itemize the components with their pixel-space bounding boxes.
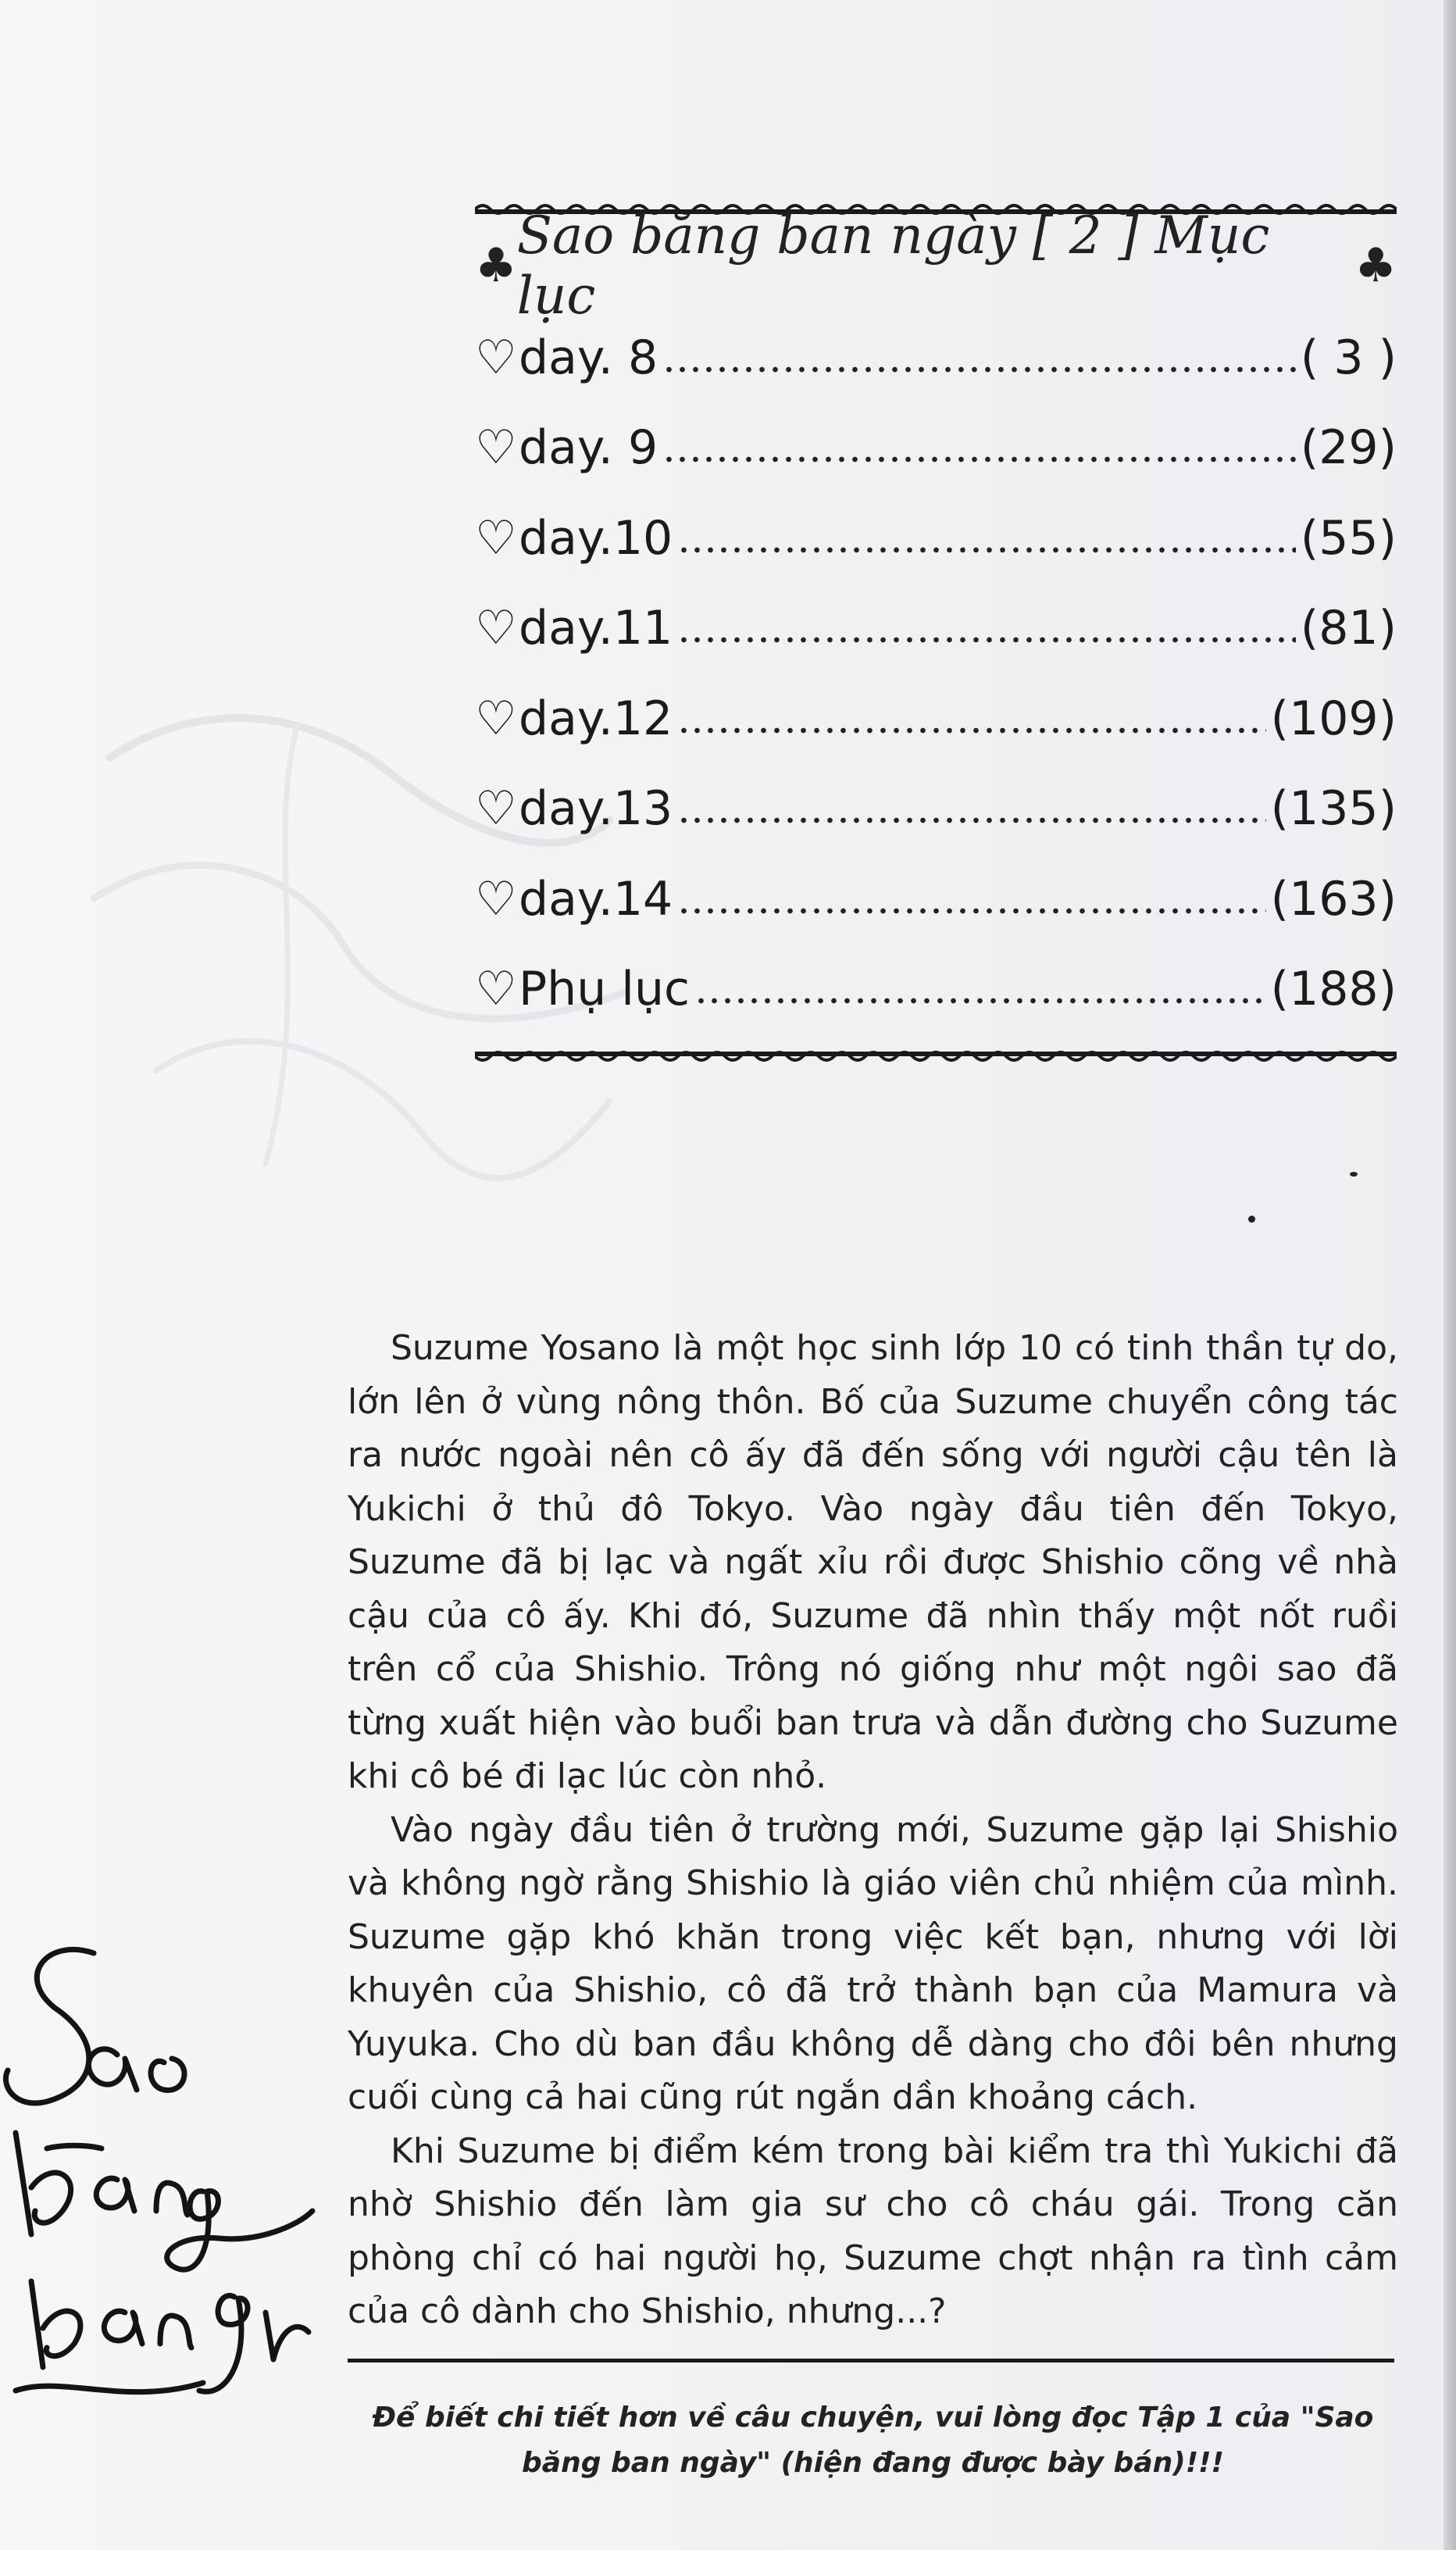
toc-entry-page: (109) <box>1270 691 1397 746</box>
club-icon: ♣ <box>1354 238 1397 293</box>
dot-leader <box>694 966 1266 1012</box>
dot-leader <box>677 695 1265 742</box>
dot-leader <box>662 424 1296 471</box>
dot-leader <box>662 334 1296 381</box>
footnote-divider <box>348 2359 1394 2362</box>
toc-entry-page: (29) <box>1300 420 1397 476</box>
heart-icon: ♡ <box>475 871 517 927</box>
toc-entry-page: ( 3 ) <box>1300 330 1397 385</box>
toc-entry-day-14 <box>475 854 1397 945</box>
toc-entry-page: (135) <box>1270 781 1397 837</box>
handwritten-title-signature <box>0 1922 328 2422</box>
summary-paragraph: Suzume Yosano là một học sinh lớp 10 có tinh thần tự do, lớn lên ở vùng nông thôn. Bố của Suzume chuyển công tác ra nước ngoài nên cô ấy đã đến sống với người cậu tên là Yukichi ở thủ đô Tokyo. Vào ngày đầu tiên đến Tokyo, Suzume đã bị lạc và ngất xỉu rồi được Shishio cõng về nhà cậu của cô ấy. Khi đó, Suzume đã nhìn thấy một nốt ruồi trên cổ của Shishio. Trông nó giống như một ngôi sao đã từng xuất hiện vào buổi ban trưa và dẫn đường cho Suzume khi cô bé đi lạc lúc còn nhỏ. <box>348 1328 1398 1796</box>
toc-entry-day-13 <box>475 764 1397 855</box>
toc-entry-label: day.10 <box>519 510 673 566</box>
dot-leader <box>677 785 1265 832</box>
toc-entry-label: day. 8 <box>519 330 658 385</box>
toc-entry-day-9 <box>475 403 1397 494</box>
dot-leader <box>677 605 1296 652</box>
heart-icon: ♡ <box>475 420 517 476</box>
heart-icon: ♡ <box>475 691 517 746</box>
ink-speck <box>1248 1216 1255 1223</box>
heart-icon: ♡ <box>475 510 517 566</box>
heart-icon: ♡ <box>475 962 517 1017</box>
summary-paragraph: Vào ngày đầu tiên ở trường mới, Suzume gặp lại Shishio và không ngờ rằng Shishio là giáo viên chủ nhiệm của mình. Suzume gặp khó khăn trong việc kết bạn, nhưng với lời khuyên của Shishio, cô đã trở thành bạn của Mamura và Yuyuka. Cho dù ban đầu không dễ dàng cho đôi bên nhưng cuối cùng cả hai cũng rút ngắn dần khoảng cách. <box>348 1809 1398 2117</box>
toc-entry-day-12 <box>475 673 1397 764</box>
toc-entry-label: day. 9 <box>519 420 658 476</box>
toc-entry-appendix <box>475 945 1397 1035</box>
toc-entry-page: (81) <box>1300 601 1397 656</box>
heart-icon: ♡ <box>475 781 517 837</box>
toc-entry-label: Phụ lục <box>519 962 690 1017</box>
dot-leader <box>677 515 1296 562</box>
dot-leader <box>677 876 1265 923</box>
toc-entry-label: day.13 <box>519 781 673 837</box>
toc-entry-page: (55) <box>1300 510 1397 566</box>
heart-icon: ♡ <box>475 601 517 656</box>
toc-entry-day-10 <box>475 493 1397 584</box>
toc-entry-label: day.11 <box>519 601 673 656</box>
toc-entry-label: day.14 <box>519 871 673 927</box>
book-edge-shadow <box>1444 0 1456 2550</box>
footnote: Để biết chi tiết hơn về câu chuyện, vui lòng đọc Tập 1 của "Sao băng ban ngày" (hiện đang được bày bán)!!! <box>372 2402 1374 2479</box>
table-of-contents <box>475 202 1397 1067</box>
toc-entry-day-8 <box>475 312 1397 403</box>
heart-icon: ♡ <box>475 330 517 385</box>
toc-title-row <box>475 205 1397 326</box>
toc-entry-page: (188) <box>1270 962 1397 1017</box>
club-icon: ♣ <box>475 238 517 293</box>
toc-title: Sao băng ban ngày [ 2 ] Mục lục <box>516 205 1270 326</box>
toc-entry-label: day.12 <box>519 691 673 746</box>
toc-entry-page: (163) <box>1270 871 1397 927</box>
toc-bottom-border <box>475 1050 1397 1064</box>
toc-entry-day-11 <box>475 584 1397 674</box>
story-summary <box>348 1322 1398 2339</box>
ink-speck <box>1350 1172 1358 1177</box>
summary-paragraph: Khi Suzume bị điểm kém trong bài kiểm tra thì Yukichi đã nhờ Shishio đến làm gia sư cho cô cháu gái. Trong căn phòng chỉ có hai người họ, Suzume chợt nhận ra tình cảm của cô dành cho Shishio, nhưng...? <box>348 2130 1398 2331</box>
